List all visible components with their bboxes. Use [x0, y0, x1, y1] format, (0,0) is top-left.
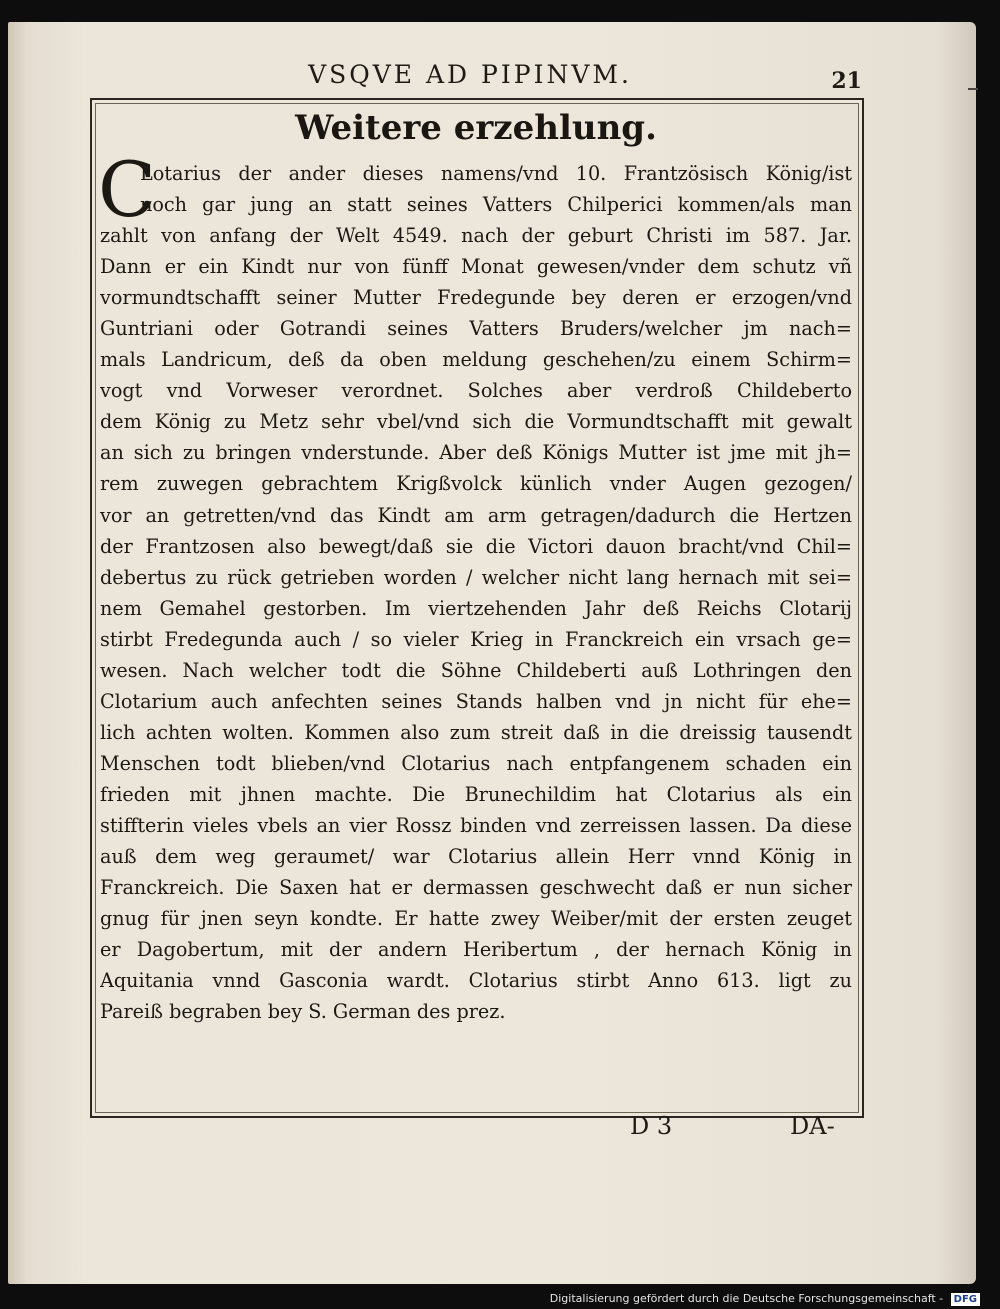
- text-line: dem König zu Metz sehr vbel/vnd sich die Vormundtschafft mit gewalt: [100, 410, 852, 434]
- text-line: Guntriani oder Gotrandi seines Vatters Bruders/welcher jm nach=: [100, 317, 852, 341]
- text-line: er Dagobertum, mit der andern Heribertum , der hernach König in: [100, 938, 852, 962]
- body-text: [98, 145, 852, 1027]
- text-line: Franckreich. Die Saxen hat er dermassen geschwecht daß er nun sicher: [100, 876, 852, 900]
- text-line-last: Pareiß begraben bey S. German des prez.: [100, 1000, 506, 1024]
- section-heading: Weitere erzehlung.: [295, 108, 657, 148]
- text-line: debertus zu rück getrieben worden / welcher nicht lang hernach mit sei=: [100, 565, 852, 589]
- text-line: der Frantzosen also bewegt/daß sie die Victori dauon bracht/vnd Chil=: [100, 534, 852, 558]
- page-number: 21: [831, 68, 862, 94]
- text-line: zahlt von anfang der Welt 4549. nach der geburt Christi im 587. Jar.: [100, 224, 852, 248]
- drop-cap: C: [98, 145, 157, 234]
- text-line: Clotarium auch anfechten seines Stands halben vnd jn nicht für ehe=: [100, 689, 852, 713]
- dfg-logo: DFG: [951, 1293, 980, 1306]
- text-line: lich achten wolten. Kommen also zum streit daß in die dreissig tausendt: [100, 720, 852, 744]
- text-line: noch gar jung an statt seines Vatters Chilperici kommen/als man: [140, 193, 852, 217]
- text-line: stiffterin vieles vbels an vier Rossz binden vnd zerreissen lassen. Da diese: [100, 813, 852, 837]
- text-line: frieden mit jhnen machte. Die Brunechildim hat Clotarius als ein: [100, 782, 852, 806]
- text-line: gnug für jnen seyn kondte. Er hatte zwey Weiber/mit der ersten zeuget: [100, 907, 852, 931]
- margin-mark: [968, 88, 978, 90]
- text-line: wesen. Nach welcher todt die Söhne Childeberti auß Lothringen den: [100, 658, 852, 682]
- text-line: rem zuwegen gebrachtem Krigßvolck künlich vnder Augen gezogen/: [100, 472, 852, 496]
- running-head: VSQVE AD PIPINVM.: [308, 60, 632, 89]
- text-line: vor an getretten/vnd das Kindt am arm getragen/dadurch die Hertzen: [100, 503, 852, 527]
- signature-mark: D 3: [630, 1112, 673, 1140]
- text-line: nem Gemahel gestorben. Im viertzehenden Jahr deß Reichs Clotarij: [100, 596, 852, 620]
- text-line: vogt vnd Vorweser verordnet. Solches aber verdroß Childeberto: [100, 379, 852, 403]
- funding-credit: [550, 1292, 980, 1306]
- text-line: Lotarius der ander dieses namens/vnd 10. Frantzösisch König/ist: [140, 162, 852, 185]
- text-line: mals Landricum, deß da oben meldung geschehen/zu einem Schirm=: [100, 348, 852, 372]
- credit-text: Digitalisierung gefördert durch die Deutsche Forschungsgemeinschaft -: [549, 1292, 944, 1305]
- text-line: Dann er ein Kindt nur von fünff Monat gewesen/vnder dem schutz vñ: [100, 255, 852, 279]
- text-line: Aquitania vnnd Gasconia wardt. Clotarius stirbt Anno 613. ligt zu: [100, 969, 852, 993]
- text-line: vormundtschafft seiner Mutter Fredegunde bey deren er erzogen/vnd: [100, 286, 852, 310]
- text-line: Menschen todt blieben/vnd Clotarius nach entpfangenem schaden ein: [100, 751, 852, 775]
- catchword: DA-: [790, 1112, 835, 1140]
- text-line: an sich zu bringen vnderstunde. Aber deß Königs Mutter ist jme mit jh=: [100, 441, 852, 465]
- text-line: auß dem weg geraumet/ war Clotarius allein Herr vnnd König in: [100, 845, 852, 869]
- text-line: stirbt Fredegunda auch / so vieler Krieg in Franckreich ein vrsach ge=: [100, 627, 852, 651]
